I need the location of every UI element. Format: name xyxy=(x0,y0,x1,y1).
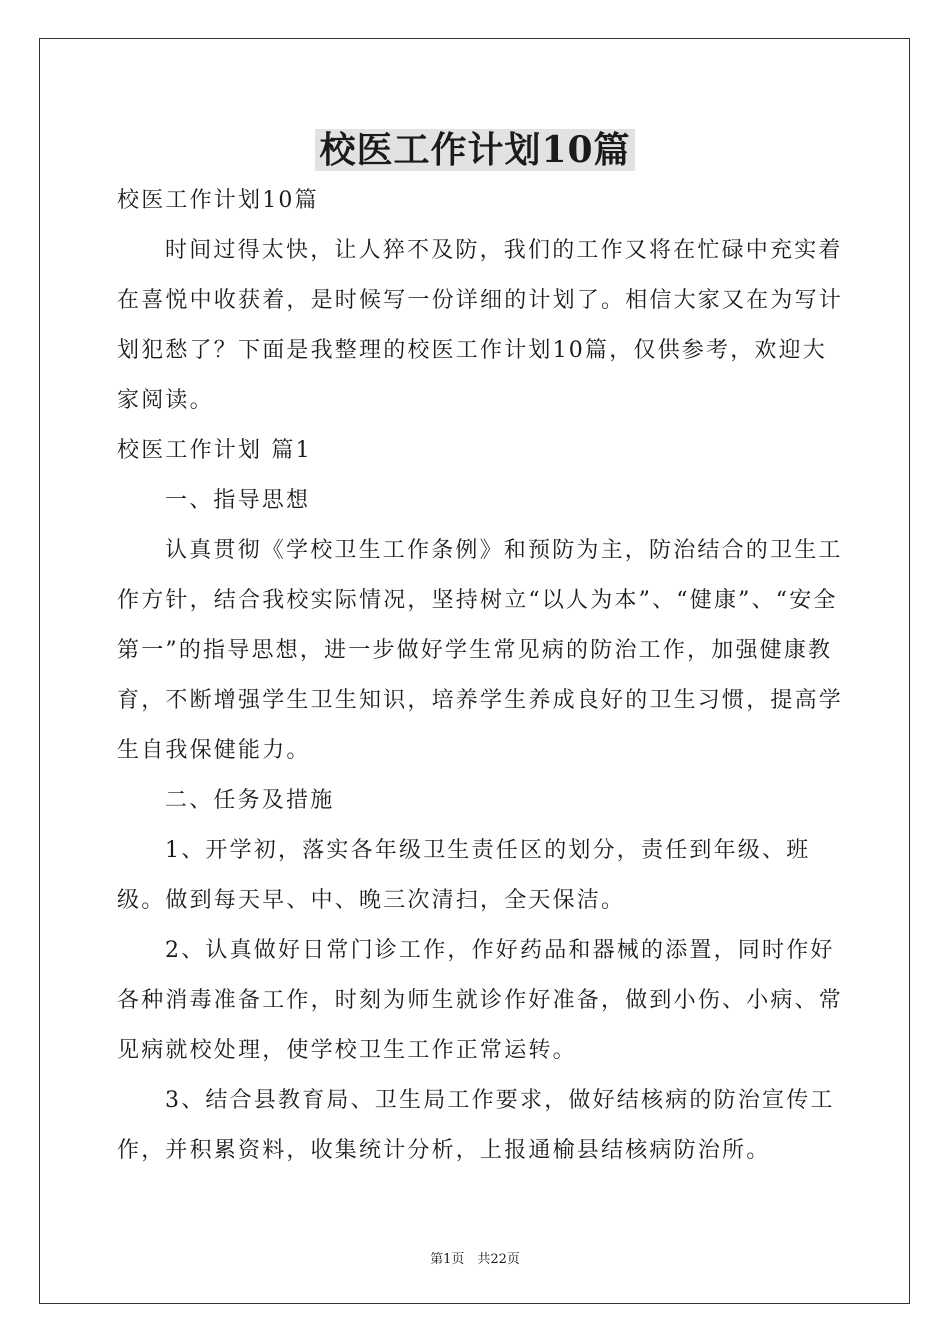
paragraph-heading: 校医工作计划10篇 xyxy=(117,188,319,213)
document-title-wrapper xyxy=(0,126,950,174)
paragraph-subheading-2: 二、任务及措施 xyxy=(165,788,335,813)
paragraph-item-2: 2、认真做好日常门诊工作，作好药品和器械的添置，同时作好各种消毒准备工作，时刻为师生就诊作好准备，做到小伤、小病、常见病就校处理，使学校卫生工作正常运转。 xyxy=(117,938,844,1063)
document-body xyxy=(117,176,847,1176)
paragraph-intro: 时间过得太快，让人猝不及防，我们的工作又将在忙碌中充实着在喜悦中收获着，是时候写一份详细的计划了。相信大家又在为写计划犯愁了？下面是我整理的校医工作计划10篇，仅供参考，欢迎大家阅读。 xyxy=(117,238,844,413)
paragraph-guiding-thought: 认真贯彻《学校卫生工作条例》和预防为主，防治结合的卫生工作方针，结合我校实际情况，坚持树立“以人为本”、“健康”、“安全第一”的指导思想，进一步做好学生常见病的防治工作，加强健康教育，不断增强学生卫生知识，培养学生养成良好的卫生习惯，提高学生自我保健能力。 xyxy=(117,538,844,763)
paragraph-section-title: 校医工作计划 篇1 xyxy=(117,438,312,463)
document-title: 校医工作计划10篇 xyxy=(315,129,634,171)
paragraph-subheading-1: 一、指导思想 xyxy=(165,488,311,513)
paragraph-item-3: 3、结合县教育局、卫生局工作要求，做好结核病的防治宣传工作，并积累资料，收集统计分析，上报通榆县结核病防治所。 xyxy=(117,1088,835,1163)
paragraph-item-1: 1、开学初，落实各年级卫生责任区的划分，责任到年级、班级。做到每天早、中、晚三次清扫，全天保洁。 xyxy=(117,838,811,913)
page-footer: 第1页 共22页 xyxy=(430,1252,520,1267)
